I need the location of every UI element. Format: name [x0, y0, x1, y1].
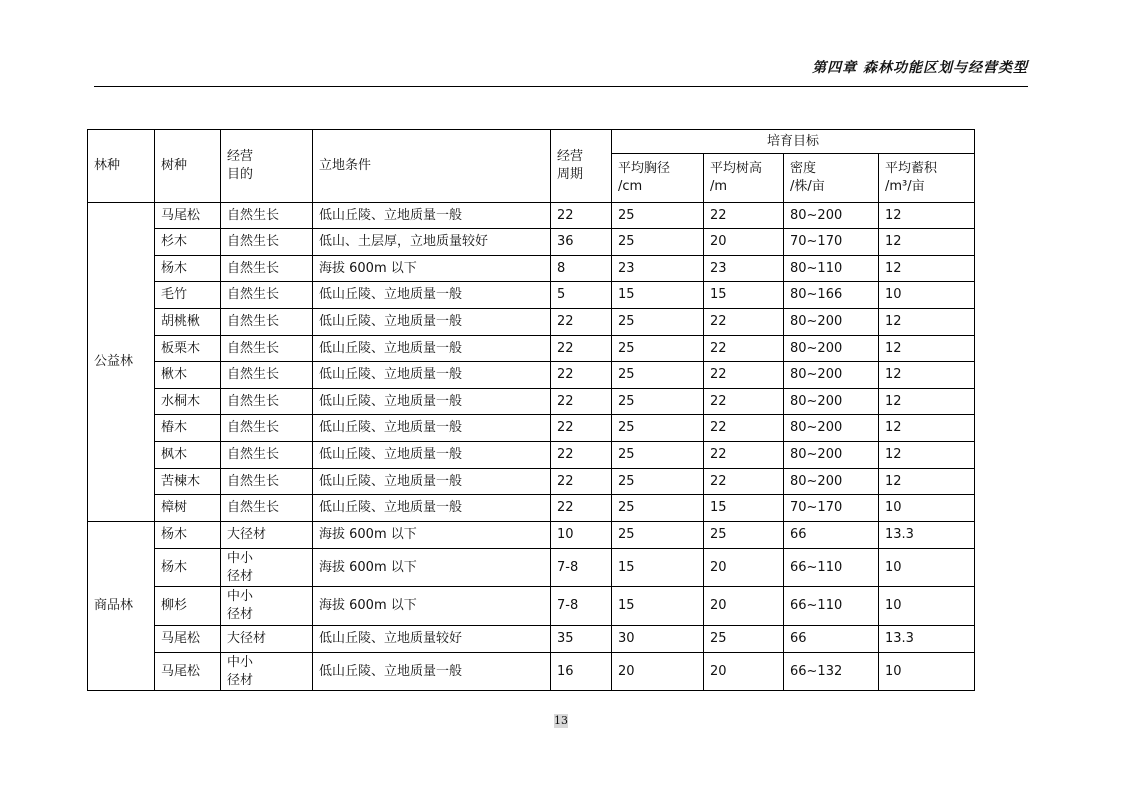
- header-cycle: [551, 130, 612, 203]
- cell-height: 22: [704, 389, 784, 415]
- cell-site: 海拔 600m 以下: [313, 256, 551, 282]
- cell-dbh: 25: [612, 229, 704, 256]
- table-row: [88, 362, 975, 389]
- cell-volume: 13.3: [879, 626, 975, 653]
- cell-density: 66~110: [784, 549, 879, 587]
- header-purpose: [221, 130, 313, 203]
- header-avg-volume: [879, 154, 975, 203]
- cell-dbh: 30: [612, 626, 704, 653]
- cell-site: 低山、土层厚，立地质量较好: [313, 229, 551, 256]
- cell-species: 马尾松: [155, 626, 221, 653]
- cell-cycle: 16: [551, 653, 612, 691]
- cell-density: 80~200: [784, 469, 879, 495]
- cell-height: 23: [704, 256, 784, 282]
- cell-purpose: 自然生长: [221, 362, 313, 389]
- cell-cycle: 10: [551, 522, 612, 549]
- cell-purpose: 自然生长: [221, 229, 313, 256]
- cell-density: 66: [784, 626, 879, 653]
- cell-dbh: 25: [612, 389, 704, 415]
- header-purpose-line2: 目的: [227, 167, 254, 182]
- cell-site: 低山丘陵、立地质量一般: [313, 203, 551, 229]
- cell-cycle: 22: [551, 362, 612, 389]
- cell-dbh: 25: [612, 495, 704, 522]
- cell-species: 杉木: [155, 229, 221, 256]
- table-row: [88, 522, 975, 549]
- header-density-line1: 密度: [790, 161, 817, 176]
- cell-purpose-line2: 径材: [227, 672, 254, 688]
- cell-volume: 12: [879, 469, 975, 495]
- cell-purpose-line2: 径材: [227, 607, 254, 622]
- table-row: [88, 442, 975, 469]
- header-avg-dbh: [612, 154, 704, 203]
- header-tree-species: 树种: [155, 130, 221, 203]
- cell-dbh: 20: [612, 653, 704, 691]
- cell-cycle: 22: [551, 309, 612, 336]
- cell-cycle: 22: [551, 336, 612, 362]
- cell-cycle: 22: [551, 415, 612, 442]
- cell-species: 枫木: [155, 442, 221, 469]
- header-purpose-line1: 经营: [227, 149, 254, 164]
- page-number: 13: [554, 714, 568, 727]
- cell-density: 66~110: [784, 587, 879, 626]
- cell-species: 马尾松: [155, 203, 221, 229]
- cell-site: 海拔 600m 以下: [313, 522, 551, 549]
- cell-height: 22: [704, 469, 784, 495]
- cell-species: 胡桃楸: [155, 309, 221, 336]
- header-avg-dbh-line1: 平均胸径: [618, 161, 671, 176]
- cell-density: 80~200: [784, 389, 879, 415]
- header-divider: [94, 86, 1028, 87]
- table-row: [88, 653, 975, 691]
- cell-cycle: 7-8: [551, 549, 612, 587]
- cell-density: 66: [784, 522, 879, 549]
- cell-site: 低山丘陵、立地质量一般: [313, 653, 551, 691]
- cell-density: 80~200: [784, 309, 879, 336]
- header-forest-type: 林种: [88, 130, 155, 203]
- header-avg-volume-line2: /m³/亩: [885, 179, 925, 194]
- cell-dbh: 25: [612, 415, 704, 442]
- cell-density: 80~110: [784, 256, 879, 282]
- cell-volume: 10: [879, 495, 975, 522]
- cell-purpose: 自然生长: [221, 309, 313, 336]
- header-density-line2: /株/亩: [790, 179, 825, 194]
- cell-purpose: 自然生长: [221, 495, 313, 522]
- cell-species: 水桐木: [155, 389, 221, 415]
- cell-purpose: [221, 587, 313, 626]
- cell-species: 毛竹: [155, 282, 221, 309]
- cell-height: 20: [704, 587, 784, 626]
- cell-site: 低山丘陵、立地质量一般: [313, 336, 551, 362]
- cell-volume: 10: [879, 549, 975, 587]
- cell-volume: 12: [879, 256, 975, 282]
- cell-density: 70~170: [784, 229, 879, 256]
- cell-purpose: 自然生长: [221, 389, 313, 415]
- table-row: [88, 587, 975, 626]
- cell-density: 80~200: [784, 442, 879, 469]
- cell-height: 22: [704, 362, 784, 389]
- header-cultivation-target: 培育目标: [612, 130, 975, 154]
- cell-purpose-line2: 径材: [227, 568, 254, 584]
- cell-species: 苦楝木: [155, 469, 221, 495]
- cell-cycle: 35: [551, 626, 612, 653]
- table-row: [88, 203, 975, 229]
- cell-volume: 12: [879, 229, 975, 256]
- cell-purpose: 大径材: [221, 626, 313, 653]
- cell-height: 25: [704, 626, 784, 653]
- cell-density: 80~200: [784, 336, 879, 362]
- cell-height: 20: [704, 229, 784, 256]
- cell-dbh: 25: [612, 469, 704, 495]
- table-row: [88, 495, 975, 522]
- cell-dbh: 15: [612, 282, 704, 309]
- forest-type-cell: 商品林: [88, 522, 155, 691]
- cell-site: 低山丘陵、立地质量一般: [313, 442, 551, 469]
- cell-cycle: 22: [551, 495, 612, 522]
- cell-height: 15: [704, 282, 784, 309]
- cell-volume: 12: [879, 442, 975, 469]
- cell-height: 25: [704, 522, 784, 549]
- cell-volume: 12: [879, 415, 975, 442]
- cell-site: 海拔 600m 以下: [313, 587, 551, 626]
- cell-cycle: 36: [551, 229, 612, 256]
- cell-purpose: [221, 653, 313, 691]
- chapter-title: 第四章 森林功能区划与经营类型: [812, 60, 1028, 76]
- cell-volume: 12: [879, 203, 975, 229]
- cell-density: 80~200: [784, 415, 879, 442]
- cell-volume: 12: [879, 362, 975, 389]
- cell-purpose: 自然生长: [221, 415, 313, 442]
- cell-volume: 12: [879, 336, 975, 362]
- cell-purpose: 自然生长: [221, 442, 313, 469]
- cell-density: 80~166: [784, 282, 879, 309]
- forest-management-table: [87, 129, 975, 691]
- table-row: [88, 626, 975, 653]
- cell-cycle: 22: [551, 442, 612, 469]
- header-avg-volume-line1: 平均蓄积: [885, 161, 938, 176]
- cell-purpose: 自然生长: [221, 203, 313, 229]
- header-site-conditions: 立地条件: [313, 130, 551, 203]
- cell-dbh: 25: [612, 203, 704, 229]
- cell-cycle: 22: [551, 203, 612, 229]
- cell-site: 低山丘陵、立地质量一般: [313, 389, 551, 415]
- cell-dbh: 25: [612, 336, 704, 362]
- cell-density: 80~200: [784, 362, 879, 389]
- cell-site: 低山丘陵、立地质量较好: [313, 626, 551, 653]
- cell-height: 15: [704, 495, 784, 522]
- cell-density: 70~170: [784, 495, 879, 522]
- cell-purpose: 大径材: [221, 522, 313, 549]
- cell-height: 22: [704, 415, 784, 442]
- cell-height: 20: [704, 653, 784, 691]
- cell-species: 杨木: [155, 522, 221, 549]
- header-cycle-line1: 经营: [557, 149, 584, 164]
- header-avg-height-line1: 平均树高: [710, 161, 763, 176]
- cell-cycle: 22: [551, 389, 612, 415]
- cell-purpose-line1: 中小: [227, 654, 254, 670]
- header-avg-height: [704, 154, 784, 203]
- forest-type-cell: 公益林: [88, 203, 155, 522]
- cell-species: 楸木: [155, 362, 221, 389]
- table-row: [88, 336, 975, 362]
- cell-purpose: 自然生长: [221, 336, 313, 362]
- cell-species: 樟树: [155, 495, 221, 522]
- cell-site: 低山丘陵、立地质量一般: [313, 282, 551, 309]
- cell-dbh: 25: [612, 522, 704, 549]
- cell-volume: 10: [879, 653, 975, 691]
- header-density: [784, 154, 879, 203]
- cell-dbh: 15: [612, 549, 704, 587]
- cell-purpose: 自然生长: [221, 282, 313, 309]
- cell-height: 22: [704, 309, 784, 336]
- cell-site: 低山丘陵、立地质量一般: [313, 415, 551, 442]
- cell-volume: 10: [879, 587, 975, 626]
- cell-site: 低山丘陵、立地质量一般: [313, 362, 551, 389]
- cell-cycle: 22: [551, 469, 612, 495]
- cell-site: 低山丘陵、立地质量一般: [313, 495, 551, 522]
- cell-height: 20: [704, 549, 784, 587]
- cell-purpose-line1: 中小: [227, 589, 254, 604]
- cell-species: 柳杉: [155, 587, 221, 626]
- cell-dbh: 25: [612, 442, 704, 469]
- cell-species: 板栗木: [155, 336, 221, 362]
- cell-dbh: 15: [612, 587, 704, 626]
- table-row: [88, 309, 975, 336]
- cell-purpose: 自然生长: [221, 256, 313, 282]
- cell-volume: 13.3: [879, 522, 975, 549]
- cell-purpose: 自然生长: [221, 469, 313, 495]
- cell-species: 马尾松: [155, 653, 221, 691]
- cell-site: 低山丘陵、立地质量一般: [313, 309, 551, 336]
- cell-height: 22: [704, 442, 784, 469]
- cell-cycle: 8: [551, 256, 612, 282]
- header-row-1: [88, 130, 975, 154]
- cell-cycle: 5: [551, 282, 612, 309]
- cell-species: 杨木: [155, 256, 221, 282]
- cell-purpose: [221, 549, 313, 587]
- table-row: [88, 389, 975, 415]
- cell-purpose-line1: 中小: [227, 550, 254, 566]
- table-row: [88, 282, 975, 309]
- header-cycle-line2: 周期: [557, 167, 584, 182]
- cell-volume: 10: [879, 282, 975, 309]
- cell-dbh: 25: [612, 309, 704, 336]
- cell-dbh: 25: [612, 362, 704, 389]
- table-row: [88, 469, 975, 495]
- cell-volume: 12: [879, 309, 975, 336]
- cell-cycle: 7-8: [551, 587, 612, 626]
- cell-height: 22: [704, 336, 784, 362]
- cell-site: 海拔 600m 以下: [313, 549, 551, 587]
- cell-dbh: 23: [612, 256, 704, 282]
- cell-species: 杨木: [155, 549, 221, 587]
- cell-density: 66~132: [784, 653, 879, 691]
- header-avg-dbh-line2: /cm: [618, 179, 643, 194]
- cell-height: 22: [704, 203, 784, 229]
- header-avg-height-line2: /m: [710, 179, 728, 194]
- cell-species: 椿木: [155, 415, 221, 442]
- cell-site: 低山丘陵、立地质量一般: [313, 469, 551, 495]
- table-row: [88, 229, 975, 256]
- table-row: [88, 415, 975, 442]
- table-row: [88, 256, 975, 282]
- cell-volume: 12: [879, 389, 975, 415]
- table-row: [88, 549, 975, 587]
- cell-density: 80~200: [784, 203, 879, 229]
